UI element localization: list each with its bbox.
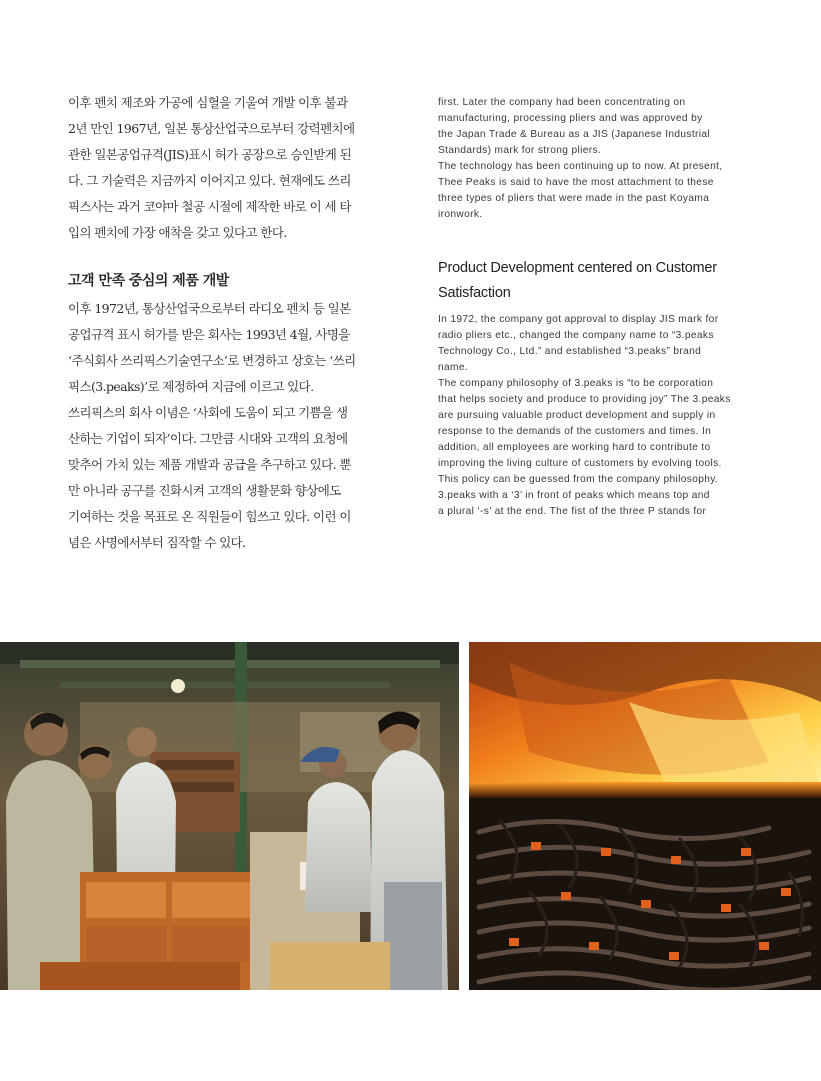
english-body-paragraph: In 1972, the company got approval to display JIS mark for radio pliers etc., changed the company name to “3.peaks Technology Co., Ltd.” and established “3.peaks” brand name. The company philosophy of 3.peaks is “to be corporation that helps society and produce to providing joy” The 3.peaks are pursuing valuable product development and supply in response to the demands of the customers and times. In addition, all employees are working hard to contribute to improving the living culture of customers by evolving tools. This policy can be guessed from the company philosophy. 3.peaks with a ‘3’ in front of peaks which means top and a plural ‘-s’ at the end. The fist of the three P stands for [438, 314, 731, 517]
korean-section-heading: 고객 만족 중심의 제품 개발 [68, 273, 229, 289]
korean-body-paragraph-1: 이후 1972년, 통상산업국으로부터 라디오 펜치 등 일본 공업규격 표시 허가를 받은 회사는 1993년 4월, 사명을 ‘주식회사 쓰리픽스기술연구소’로 변경하고 상호는 ‘쓰리 픽스(3.peaks)’로 제정하여 지금에 이르고 있다. [68, 301, 356, 394]
forging-pliers-photo [469, 642, 821, 990]
korean-column [68, 90, 373, 556]
english-column [438, 95, 741, 520]
forging-illustration [469, 642, 821, 990]
factory-workers-photo [0, 642, 459, 990]
korean-intro-paragraph: 이후 펜치 제조와 가공에 심혈을 기울여 개발 이후 불과 2년 만인 1967년, 일본 통상산업국으로부터 강력펜치에 관한 일본공업규격(JIS)표시 허가 공장으로 승인받게 된 다. 그 기술력은 지금까지 이어지고 있다. 현재에도 쓰리 픽스사는 과거 코야마 철공 시절에 제작한 바로 이 세 타 입의 펜치에 가장 애착을 갖고 있다고 한다. [68, 95, 355, 240]
korean-body-paragraph-2: 쓰리픽스의 회사 이념은 ‘사회에 도움이 되고 기쁨을 생 산하는 기업이 되자’이다. 그만큼 시대와 고객의 요청에 맞추어 가치 있는 제품 개발과 공급을 추구하고 있다. 뿐 만 아니라 공구를 진화시켜 고객의 생활문화 향상에도 기여하는 것을 목표로 온 직원들이 힘쓰고 있다. 이런 이 념은 사명에서부터 짐작할 수 있다. [68, 405, 351, 550]
factory-workers-illustration [0, 642, 459, 990]
english-intro-paragraph: first. Later the company had been concentrating on manufacturing, processing pliers and was approved by the Japan Trade & Bureau as a JIS (Japanese Industrial Standards) mark for strong pliers. The technology has been continuing up to now. At present, Thee Peaks is said to have the most attachment to these three types of pliers that were made in the past Koyama ironwork. [438, 97, 723, 220]
english-section-heading: Product Development centered on Customer Satisfaction [438, 260, 717, 301]
